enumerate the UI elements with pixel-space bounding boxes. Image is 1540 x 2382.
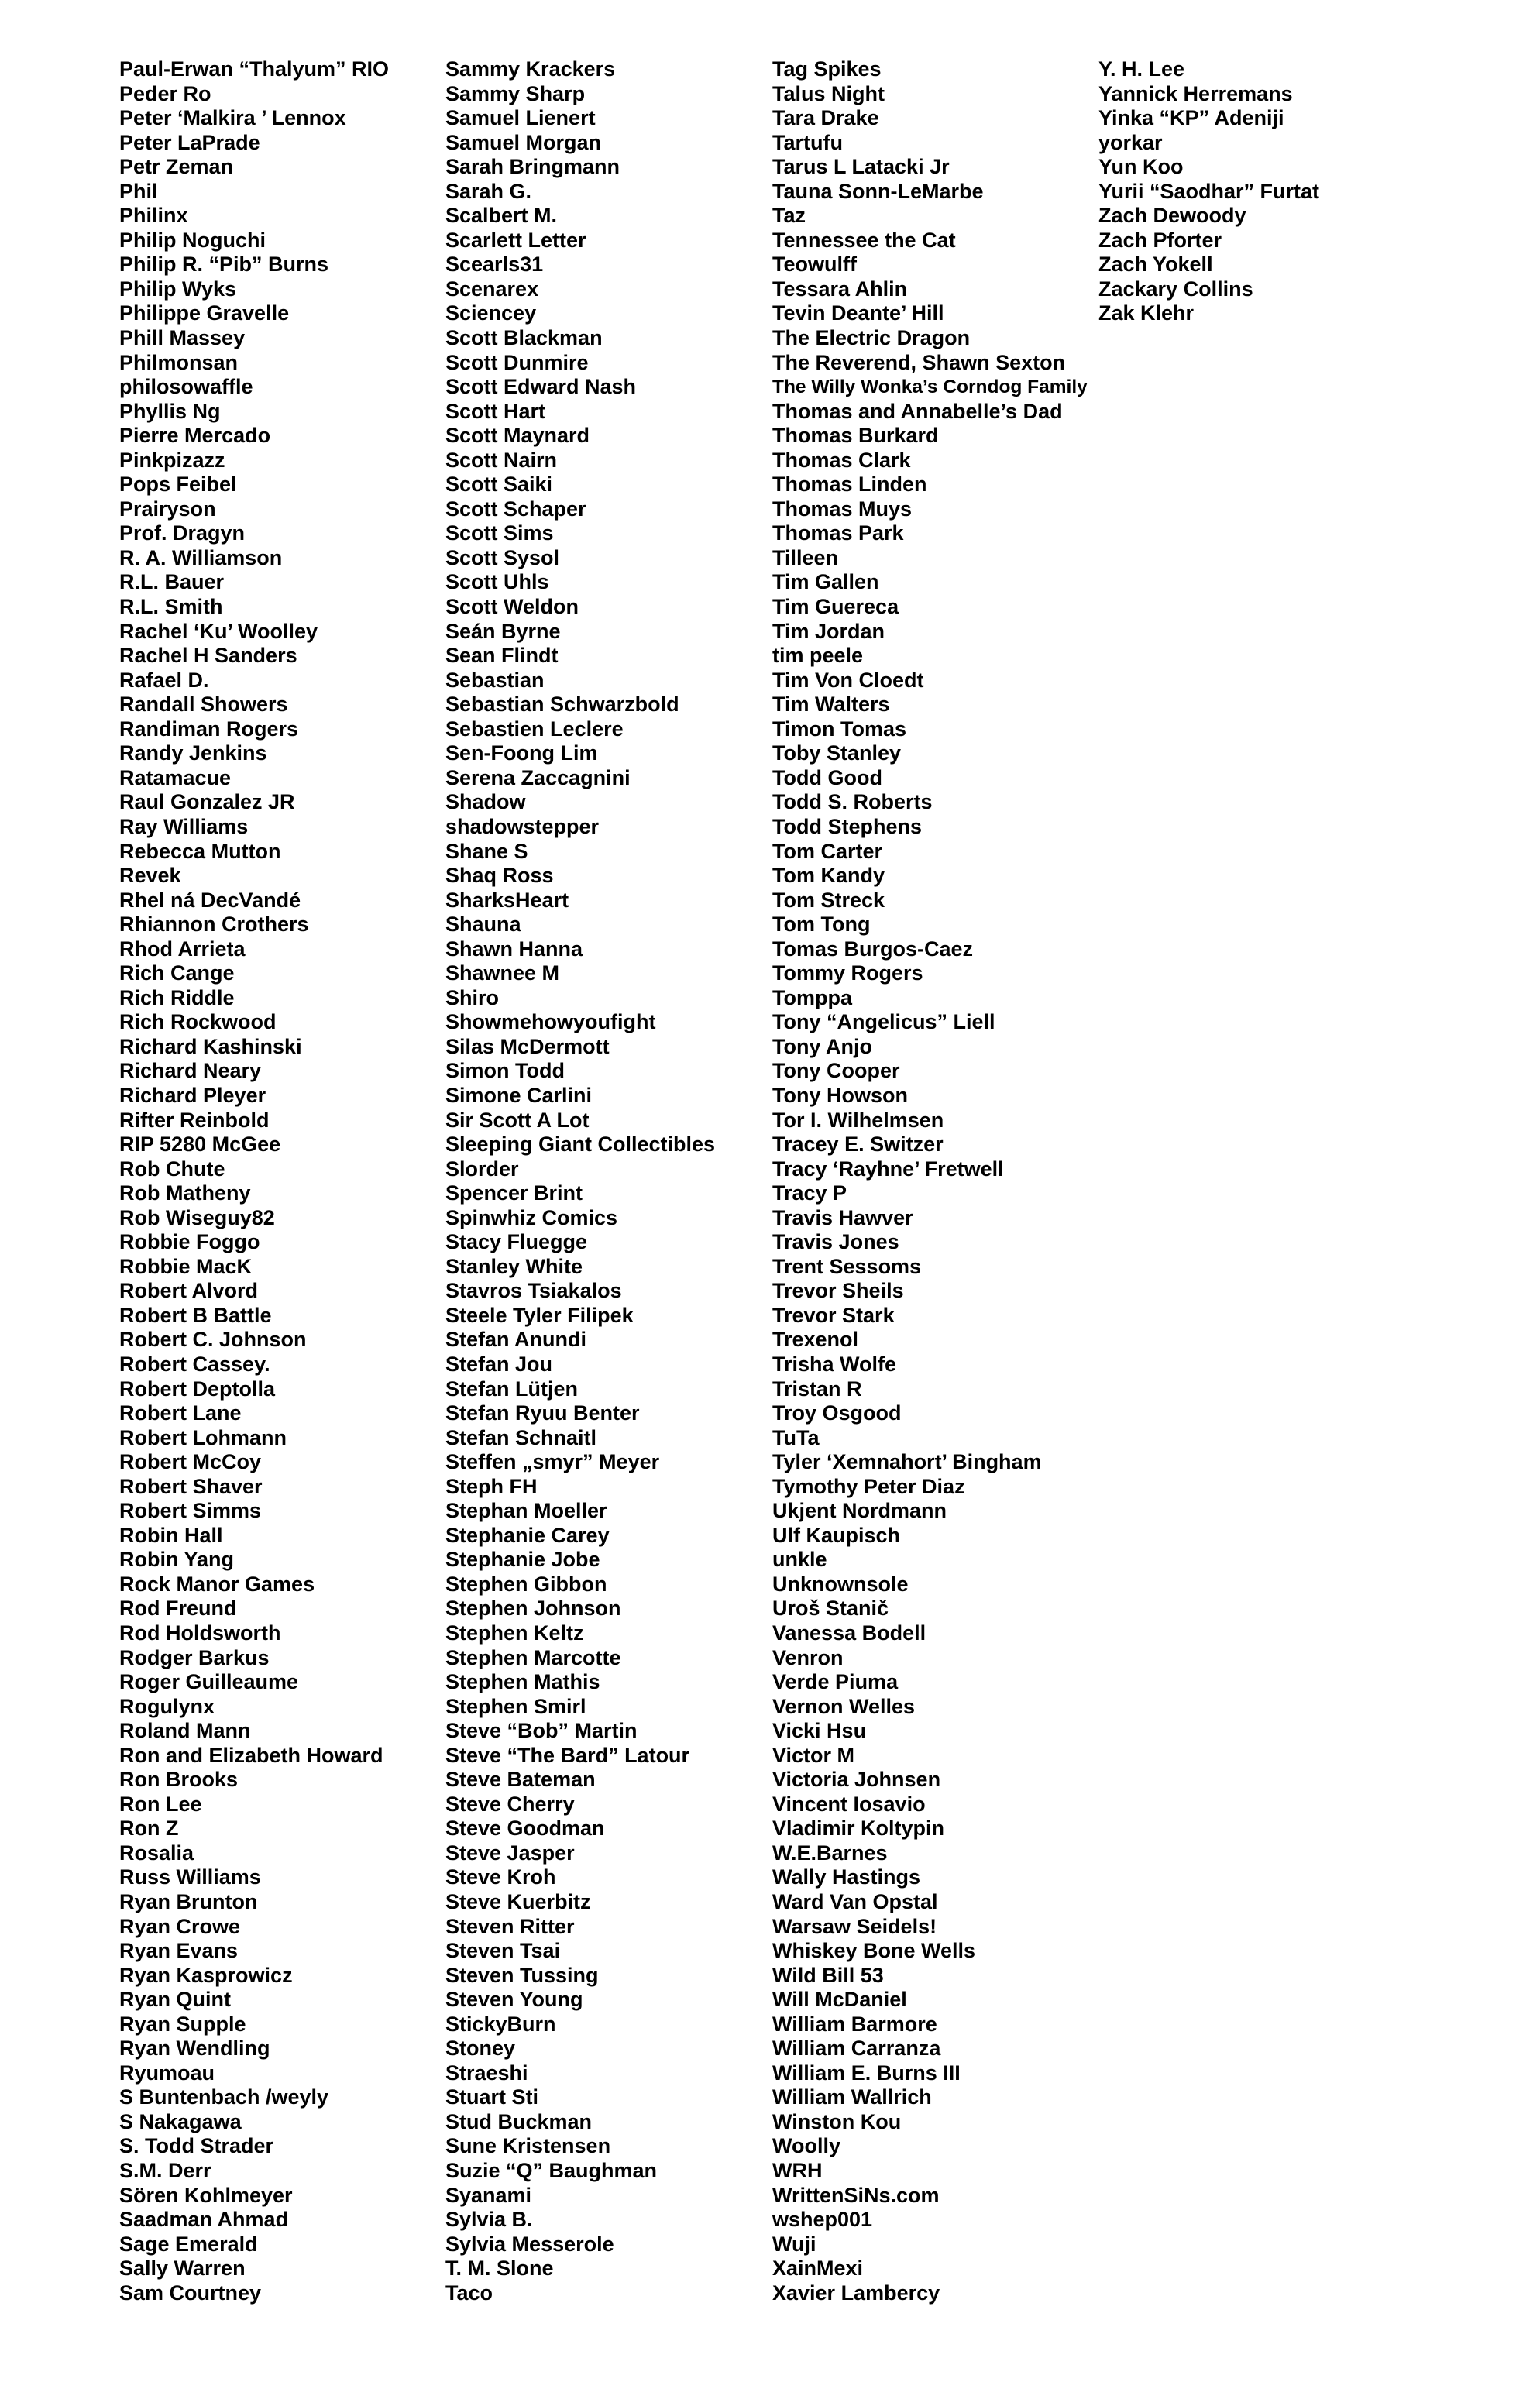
backer-name: Revek (119, 864, 181, 888)
backer-name: Rod Freund (119, 1597, 237, 1621)
backer-name: Toby Stanley (772, 741, 902, 765)
backer-name: Stanley White (445, 1254, 583, 1278)
backer-name: Shauna (445, 913, 521, 937)
backer-name: Tyler ‘Xemnahort’ Bingham (772, 1450, 1042, 1474)
backer-name: Philip Wyks (119, 277, 237, 301)
backer-name: The Willy Wonka’s Corndog Family (772, 376, 1088, 398)
backer-name: Ward Van Opstal (772, 1890, 938, 1914)
backer-name: wshep001 (772, 2208, 873, 2232)
backer-name: Stephen Gibbon (445, 1572, 607, 1596)
backer-name: Talus Night (772, 81, 885, 105)
backer-name: William Wallrich (772, 2085, 932, 2109)
backer-name: Peter ‘Malkira ’ Lennox (119, 106, 346, 130)
backer-name: Scott Weldon (445, 595, 579, 619)
backer-name: Tommy Rogers (772, 961, 923, 985)
backer-name: Sylvia Messerole (445, 2232, 614, 2256)
backer-name: Teowulff (772, 253, 857, 277)
backer-name: Tennessee the Cat (772, 228, 956, 252)
backer-name: Slorder (445, 1157, 519, 1181)
backer-name: Rafael D. (119, 668, 209, 692)
backer-name: Tony “Angelicus” Liell (772, 1010, 995, 1034)
names-column-1 (119, 57, 437, 2305)
backer-name: Tauna Sonn-LeMarbe (772, 179, 984, 203)
backer-name: Peder Ro (119, 81, 211, 105)
backer-name: Taco (445, 2281, 493, 2305)
backer-name: Sarah Bringmann (445, 155, 620, 179)
backer-name: Shiro (445, 985, 500, 1009)
backer-name: R.L. Smith (119, 595, 223, 619)
backer-name: Tony Howson (772, 1083, 908, 1107)
backer-name: XainMexi (772, 2257, 864, 2281)
backer-name: Paul-Erwan “Thalyum” RIO (119, 57, 390, 81)
backer-name: Showmehowyoufight (445, 1010, 656, 1034)
backer-name: William E. Burns III (772, 2061, 961, 2085)
backer-name: Tony Cooper (772, 1059, 900, 1083)
backer-name: Rachel H Sanders (119, 644, 297, 668)
backer-name: Tom Streck (772, 888, 885, 912)
backer-name: Samuel Lienert (445, 106, 596, 130)
backer-name: Sam Courtney (119, 2281, 262, 2305)
backer-name: Stefan Ryuu Benter (445, 1401, 640, 1425)
backer-name: Rhod Arrieta (119, 937, 246, 961)
backer-name: Pierre Mercado (119, 424, 271, 448)
backer-name: Zach Pforter (1098, 228, 1222, 252)
backer-name: Phill Massey (119, 326, 246, 350)
backer-name: Shadow (445, 790, 526, 814)
backer-name: Thomas Clark (772, 448, 911, 472)
backer-name: Rich Rockwood (119, 1010, 277, 1034)
backer-name: Ron Z (119, 1817, 179, 1841)
backer-name: Tomppa (772, 985, 852, 1009)
backer-name: Philip R. “Pib” Burns (119, 253, 329, 277)
backer-name: Vicki Hsu (772, 1719, 867, 1743)
backer-name: Scenarex (445, 277, 539, 301)
backer-name: Robert Lohmann (119, 1425, 287, 1449)
backer-name: Syanami (445, 2183, 532, 2207)
backer-name: Tor I. Wilhelmsen (772, 1108, 944, 1132)
backer-name: Ryan Brunton (119, 1890, 258, 1914)
backer-name: Rosalia (119, 1841, 194, 1865)
backer-name: Timon Tomas (772, 717, 907, 741)
backer-name: Yun Koo (1098, 155, 1184, 179)
backer-name: Rob Matheny (119, 1181, 251, 1205)
backer-name: Robert McCoy (119, 1450, 262, 1474)
backer-name: Shane S (445, 839, 528, 863)
backer-name: Scott Saiki (445, 473, 553, 497)
backer-name: Scott Hart (445, 399, 546, 423)
backer-name: Thomas Muys (772, 497, 913, 521)
backer-name: Trevor Sheils (772, 1279, 904, 1303)
backer-name: Peter LaPrade (119, 130, 260, 154)
backer-name: Ulf Kaupisch (772, 1523, 901, 1547)
backer-name: Steve Cherry (445, 1792, 575, 1816)
backer-name: Wild Bill 53 (772, 1963, 884, 1987)
backer-name: TuTa (772, 1425, 820, 1449)
backer-name: Scott Dunmire (445, 350, 589, 374)
backer-name: Sarah G. (445, 179, 532, 203)
backer-name: Simone Carlini (445, 1083, 593, 1107)
backer-name: Stefan Anundi (445, 1328, 586, 1352)
backer-name: Philip Noguchi (119, 228, 266, 252)
backer-name: Tom Kandy (772, 864, 885, 888)
backer-name: William Barmore (772, 2012, 937, 2036)
backer-name: Trexenol (772, 1328, 859, 1352)
backer-name: Ray Williams (119, 814, 249, 838)
backer-name: Robert Cassey. (119, 1352, 270, 1376)
backer-name: Ryan Quint (119, 1988, 232, 2012)
backer-name: Sammy Krackers (445, 57, 616, 81)
backer-name: Tomas Burgos-Caez (772, 937, 974, 961)
backer-name: Sage Emerald (119, 2232, 258, 2256)
backer-name: Will McDaniel (772, 1988, 907, 2012)
backer-name: Ryan Kasprowicz (119, 1963, 293, 1987)
backer-name: Ukjent Nordmann (772, 1499, 947, 1523)
backer-name: Thomas and Annabelle’s Dad (772, 399, 1063, 423)
backer-name: Rhiannon Crothers (119, 913, 309, 937)
backer-name: The Electric Dragon (772, 326, 971, 350)
backer-name: Ron Lee (119, 1792, 202, 1816)
backer-name: Rachel ‘Ku’ Woolley (119, 619, 318, 643)
backer-name: RIP 5280 McGee (119, 1133, 281, 1157)
backer-name: Robbie MacK (119, 1254, 253, 1278)
backer-name: Prof. Dragyn (119, 521, 246, 545)
backer-name: Steffen „smyr” Meyer (445, 1450, 660, 1474)
backer-name: Tracey E. Switzer (772, 1133, 944, 1157)
backer-name: Stephen Johnson (445, 1597, 621, 1621)
backer-name: Wally Hastings (772, 1865, 921, 1889)
backer-name: Scott Sims (445, 521, 554, 545)
backer-name: Travis Hawver (772, 1205, 913, 1229)
backer-name: Sebastian (445, 668, 545, 692)
backer-name: Stephen Mathis (445, 1670, 600, 1694)
backer-name: Rifter Reinbold (119, 1108, 270, 1132)
backer-name: Philmonsan (119, 350, 239, 374)
backer-name: Steele Tyler Filipek (445, 1303, 634, 1327)
backer-name: Russ Williams (119, 1865, 261, 1889)
backer-name: Tom Tong (772, 913, 871, 937)
backer-name: Tag Spikes (772, 57, 882, 81)
backer-name: Robert B Battle (119, 1303, 272, 1327)
backer-name: Verde Piuma (772, 1670, 899, 1694)
backer-name: Vladimir Koltypin (772, 1817, 945, 1841)
backer-name: Rodger Barkus (119, 1645, 270, 1669)
backer-name: The Reverend, Shawn Sexton (772, 350, 1066, 374)
backer-name: Stephan Moeller (445, 1499, 607, 1523)
backer-name: Ryan Wendling (119, 2037, 270, 2061)
backer-name: William Carranza (772, 2037, 941, 2061)
backer-name: Tarus L Latacki Jr (772, 155, 950, 179)
backer-name: Spinwhiz Comics (445, 1205, 618, 1229)
backer-name: Sune Kristensen (445, 2134, 611, 2158)
backer-name: Rob Chute (119, 1157, 225, 1181)
backer-name: Trent Sessoms (772, 1254, 922, 1278)
backer-name: Steve “Bob” Martin (445, 1719, 638, 1743)
backer-name: Rod Holdsworth (119, 1621, 281, 1645)
backer-name: Robert Shaver (119, 1474, 263, 1498)
backer-name: Rebecca Mutton (119, 839, 281, 863)
backer-name: Saadman Ahmad (119, 2208, 289, 2232)
backer-name: Victoria Johnsen (772, 1768, 941, 1792)
backer-name: Rich Riddle (119, 985, 235, 1009)
backer-name: S. Todd Strader (119, 2134, 274, 2158)
backer-name: Uroš Stanič (772, 1597, 889, 1621)
backer-name: Scott Maynard (445, 424, 590, 448)
backer-name: Tara Drake (772, 106, 879, 130)
backer-name: Unknownsole (772, 1572, 909, 1596)
backer-name: Rhel ná DecVandé (119, 888, 301, 912)
backer-name: Yinka “KP” Adeniji (1098, 106, 1284, 130)
backer-name: Philippe Gravelle (119, 301, 290, 325)
backer-name: Scarlett Letter (445, 228, 586, 252)
backer-name: Steven Tsai (445, 1939, 561, 1963)
backer-name: Stefan Lütjen (445, 1377, 579, 1401)
backer-name: Roland Mann (119, 1719, 251, 1743)
backer-name: Sir Scott A Lot (445, 1108, 590, 1132)
backer-name: Serena Zaccagnini (445, 765, 631, 789)
backer-name: Ryan Supple (119, 2012, 246, 2036)
backer-name: Zach Yokell (1098, 253, 1213, 277)
names-column-2 (445, 57, 763, 2305)
backer-name: Yurii “Saodhar” Furtat (1098, 179, 1320, 203)
backer-name: Venron (772, 1645, 844, 1669)
backer-name: R. A. Williamson (119, 545, 283, 569)
backer-name: Rich Cange (119, 961, 235, 985)
backer-name: Tony Anjo (772, 1034, 872, 1058)
backer-name: Shawnee M (445, 961, 560, 985)
backer-name: S Nakagawa (119, 2109, 242, 2133)
backer-name: Ryumoau (119, 2061, 215, 2085)
backer-name: Scott Uhls (445, 570, 549, 594)
backer-name: tim peele (772, 644, 864, 668)
backer-name: Sean Flindt (445, 644, 559, 668)
backer-name: Scott Sysol (445, 545, 560, 569)
backer-name: Todd Stephens (772, 814, 922, 838)
backer-name: philosowaffle (119, 375, 253, 399)
backer-name: Richard Pleyer (119, 1083, 266, 1107)
backer-name: Thomas Park (772, 521, 904, 545)
backer-name: Scott Blackman (445, 326, 603, 350)
backer-name: Phil (119, 179, 158, 203)
backer-name: Scott Edward Nash (445, 375, 637, 399)
backer-name: Prairyson (119, 497, 216, 521)
backer-name: Pinkpizazz (119, 448, 225, 472)
backer-name: Sally Warren (119, 2257, 246, 2281)
backer-name: Steven Tussing (445, 1963, 599, 1987)
backer-name: Randall Showers (119, 693, 288, 717)
backer-name: Spencer Brint (445, 1181, 583, 1205)
backer-name: Steve Kuerbitz (445, 1890, 591, 1914)
backer-name: Sciencey (445, 301, 537, 325)
backer-name: Sören Kohlmeyer (119, 2183, 293, 2207)
backer-name: R.L. Bauer (119, 570, 225, 594)
backer-name: Ryan Evans (119, 1939, 239, 1963)
backer-name: Tom Carter (772, 839, 883, 863)
backer-name: Tevin Deante’ Hill (772, 301, 944, 325)
backer-name: Tristan R (772, 1377, 862, 1401)
backer-name: Y. H. Lee (1098, 57, 1185, 81)
backer-name: Robert C. Johnson (119, 1328, 307, 1352)
backer-name: Shaq Ross (445, 864, 554, 888)
backer-name: shadowstepper (445, 814, 600, 838)
backer-name: Robert Lane (119, 1401, 242, 1425)
backer-name: Stud Buckman (445, 2109, 593, 2133)
backer-name: Wuji (772, 2232, 816, 2256)
backer-name: Seán Byrne (445, 619, 561, 643)
backer-name: Taz (772, 204, 806, 228)
backer-name: Shawn Hanna (445, 937, 583, 961)
backer-name: Ratamacue (119, 765, 232, 789)
backer-name: Tim Gallen (772, 570, 879, 594)
backer-name: WRH (772, 2159, 823, 2183)
backer-name: Ron Brooks (119, 1768, 239, 1792)
backer-name: yorkar (1098, 130, 1163, 154)
backer-name: Sleeping Giant Collectibles (445, 1133, 716, 1157)
backer-name: WrittenSiNs.com (772, 2183, 940, 2207)
backer-name: Thomas Linden (772, 473, 927, 497)
backer-name: Sebastien Leclere (445, 717, 624, 741)
backer-name: Sebastian Schwarzbold (445, 693, 679, 717)
backer-name: S Buntenbach /weyly (119, 2085, 329, 2109)
backer-name: Suzie “Q” Baughman (445, 2159, 658, 2183)
backer-name: Robbie Foggo (119, 1230, 260, 1254)
backer-name: Stephanie Jobe (445, 1548, 600, 1572)
backer-name: Woolly (772, 2134, 841, 2158)
backer-name: Robert Deptolla (119, 1377, 276, 1401)
backer-name: S.M. Derr (119, 2159, 211, 2183)
backer-name: Troy Osgood (772, 1401, 902, 1425)
names-column-4 (1098, 57, 1416, 326)
backer-name: Randy Jenkins (119, 741, 267, 765)
backer-name: Rogulynx (119, 1694, 215, 1718)
backer-name: Sen-Foong Lim (445, 741, 598, 765)
backer-name: Tracy P (772, 1181, 847, 1205)
backer-name: Trisha Wolfe (772, 1352, 897, 1376)
backer-name: Richard Neary (119, 1059, 262, 1083)
backer-name: Whiskey Bone Wells (772, 1939, 976, 1963)
backer-name: Scearls31 (445, 253, 544, 277)
backer-name: Steven Young (445, 1988, 583, 2012)
backer-name: Stacy Fluegge (445, 1230, 588, 1254)
names-column-3 (772, 57, 1090, 2305)
backer-name: Yannick Herremans (1098, 81, 1293, 105)
backer-name: Phyllis Ng (119, 399, 221, 423)
backer-name: Scott Nairn (445, 448, 558, 472)
backer-name: Tim Walters (772, 693, 890, 717)
backer-name: Scalbert M. (445, 204, 558, 228)
backer-name: Tymothy Peter Diaz (772, 1474, 965, 1498)
backer-name: Scott Schaper (445, 497, 586, 521)
backer-name: Robin Yang (119, 1548, 235, 1572)
backer-name: Todd S. Roberts (772, 790, 933, 814)
backer-name: Tartufu (772, 130, 843, 154)
backer-name: Stuart Sti (445, 2085, 539, 2109)
backer-name: StickyBurn (445, 2012, 556, 2036)
backer-name: Raul Gonzalez JR (119, 790, 295, 814)
backer-name: Tim Guereca (772, 595, 899, 619)
backer-name: Tim Von Cloedt (772, 668, 924, 692)
backer-name: T. M. Slone (445, 2257, 554, 2281)
backer-name: Sylvia B. (445, 2208, 533, 2232)
backer-name: Warsaw Seidels! (772, 1914, 937, 1938)
backer-name: Zak Klehr (1098, 301, 1195, 325)
backer-name: Todd Good (772, 765, 882, 789)
backer-name: Steve Jasper (445, 1841, 575, 1865)
backer-name: Trevor Stark (772, 1303, 895, 1327)
backer-name: Philinx (119, 204, 188, 228)
backer-name: Straeshi (445, 2061, 528, 2085)
backer-name: Stavros Tsiakalos (445, 1279, 622, 1303)
backer-name: Petr Zeman (119, 155, 234, 179)
backer-name: Randiman Rogers (119, 717, 299, 741)
backer-name: Simon Todd (445, 1059, 565, 1083)
backer-name: Zach Dewoody (1098, 204, 1246, 228)
backer-name: Tracy ‘Rayhne’ Fretwell (772, 1157, 1004, 1181)
backer-name: Silas McDermott (445, 1034, 610, 1058)
backer-name: Pops Feibel (119, 473, 237, 497)
backer-name: Steven Ritter (445, 1914, 575, 1938)
backer-name: Tessara Ahlin (772, 277, 908, 301)
backer-name: Robin Hall (119, 1523, 223, 1547)
backer-name: Ryan Crowe (119, 1914, 241, 1938)
backer-name: Steve Bateman (445, 1768, 596, 1792)
backer-name: Travis Jones (772, 1230, 899, 1254)
backer-name: Samuel Morgan (445, 130, 602, 154)
backer-name: Robert Alvord (119, 1279, 259, 1303)
backer-name: Tilleen (772, 545, 839, 569)
backer-name: Richard Kashinski (119, 1034, 302, 1058)
backer-name: W.E.Barnes (772, 1841, 888, 1865)
backer-name: Thomas Burkard (772, 424, 939, 448)
backer-name: Ron and Elizabeth Howard (119, 1743, 383, 1767)
backer-name: Tim Jordan (772, 619, 885, 643)
backer-name: Stefan Jou (445, 1352, 553, 1376)
backer-name: Sammy Sharp (445, 81, 586, 105)
backer-name: Rock Manor Games (119, 1572, 315, 1596)
backer-name: Steve Kroh (445, 1865, 556, 1889)
backer-name: Robert Simms (119, 1499, 262, 1523)
backer-name: Rob Wiseguy82 (119, 1205, 275, 1229)
backer-name: Stefan Schnaitl (445, 1425, 597, 1449)
backer-name: Steph FH (445, 1474, 538, 1498)
backer-name: Stephen Smirl (445, 1694, 586, 1718)
backer-name: Victor M (772, 1743, 855, 1767)
backer-name: Stephanie Carey (445, 1523, 610, 1547)
backer-name: Vincent Iosavio (772, 1792, 926, 1816)
backer-name: Stephen Marcotte (445, 1645, 621, 1669)
backer-name: Zackary Collins (1098, 277, 1253, 301)
backer-name: unkle (772, 1548, 827, 1572)
backer-name: Steve Goodman (445, 1817, 605, 1841)
backer-name: Stephen Keltz (445, 1621, 584, 1645)
backer-name: Vernon Welles (772, 1694, 916, 1718)
backer-name: Roger Guilleaume (119, 1670, 299, 1694)
backer-name: Xavier Lambercy (772, 2281, 940, 2305)
backer-name: Winston Kou (772, 2109, 902, 2133)
backer-name: Stoney (445, 2037, 516, 2061)
backer-name: SharksHeart (445, 888, 569, 912)
backer-name: Vanessa Bodell (772, 1621, 926, 1645)
backer-name: Steve “The Bard” Latour (445, 1743, 690, 1767)
